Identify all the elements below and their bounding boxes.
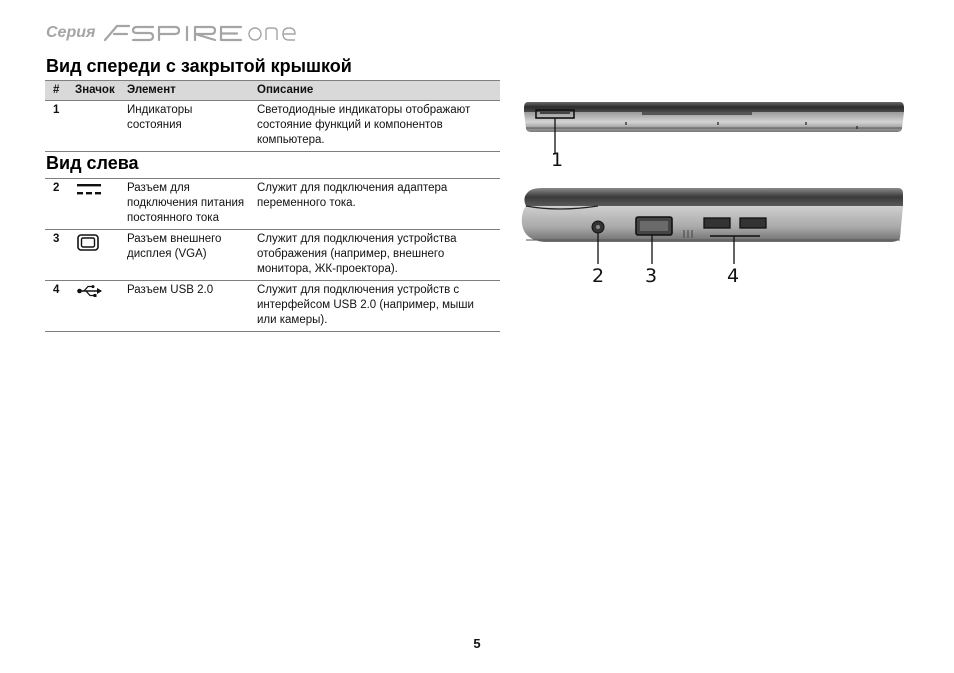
callout-1: 1 xyxy=(551,149,564,170)
laptop-front-view-image xyxy=(522,98,906,170)
table-row xyxy=(45,230,500,281)
row-description: Служит для подключения устройств с интерфейсом USB 2.0 (например, мыши или камеры). xyxy=(251,281,500,332)
row-number: 4 xyxy=(45,281,71,332)
row-element: Индикаторы состояния xyxy=(121,101,251,152)
table-row xyxy=(45,101,500,152)
row-number: 2 xyxy=(45,179,71,230)
col-num-header: # xyxy=(45,81,71,101)
row-icon-cell xyxy=(71,101,121,152)
page-number: 5 xyxy=(473,636,481,651)
table-row xyxy=(45,179,500,230)
left-view-table xyxy=(45,178,500,332)
series-header xyxy=(46,22,299,44)
row-description: Служит для подключения устройства отображения (например, внешнего монитора, ЖК-проектора). xyxy=(251,230,500,281)
left-view-title: Вид слева xyxy=(46,153,139,173)
col-element-header: Элемент xyxy=(121,81,251,101)
row-number: 1 xyxy=(45,101,71,152)
table-row xyxy=(45,281,500,332)
front-view-table xyxy=(45,80,500,152)
laptop-left-view-image xyxy=(518,184,906,288)
row-icon-cell xyxy=(71,281,121,332)
callout-2: 2 xyxy=(592,265,605,287)
dc-power-icon xyxy=(77,183,101,197)
usb-icon xyxy=(77,285,103,297)
series-label: Серия xyxy=(46,24,96,41)
row-description: Светодиодные индикаторы отображают состояние функций и компонентов компьютера. xyxy=(251,101,500,152)
row-description: Служит для подключения адаптера переменного тока. xyxy=(251,179,500,230)
row-icon-cell xyxy=(71,230,121,281)
table-header-row xyxy=(45,81,500,101)
front-view-title: Вид спереди с закрытой крышкой xyxy=(46,56,352,76)
row-element: Разъем для подключения питания постоянного тока xyxy=(121,179,251,230)
aspire-one-logo xyxy=(103,22,299,44)
callout-3: 3 xyxy=(645,265,658,287)
col-description-header: Описание xyxy=(251,81,500,101)
row-number: 3 xyxy=(45,230,71,281)
col-icon-header: Значок xyxy=(71,81,121,101)
vga-monitor-icon xyxy=(77,234,99,251)
row-icon-cell xyxy=(71,179,121,230)
callout-4: 4 xyxy=(727,265,740,287)
row-element: Разъем внешнего дисплея (VGA) xyxy=(121,230,251,281)
row-element: Разъем USB 2.0 xyxy=(121,281,251,332)
